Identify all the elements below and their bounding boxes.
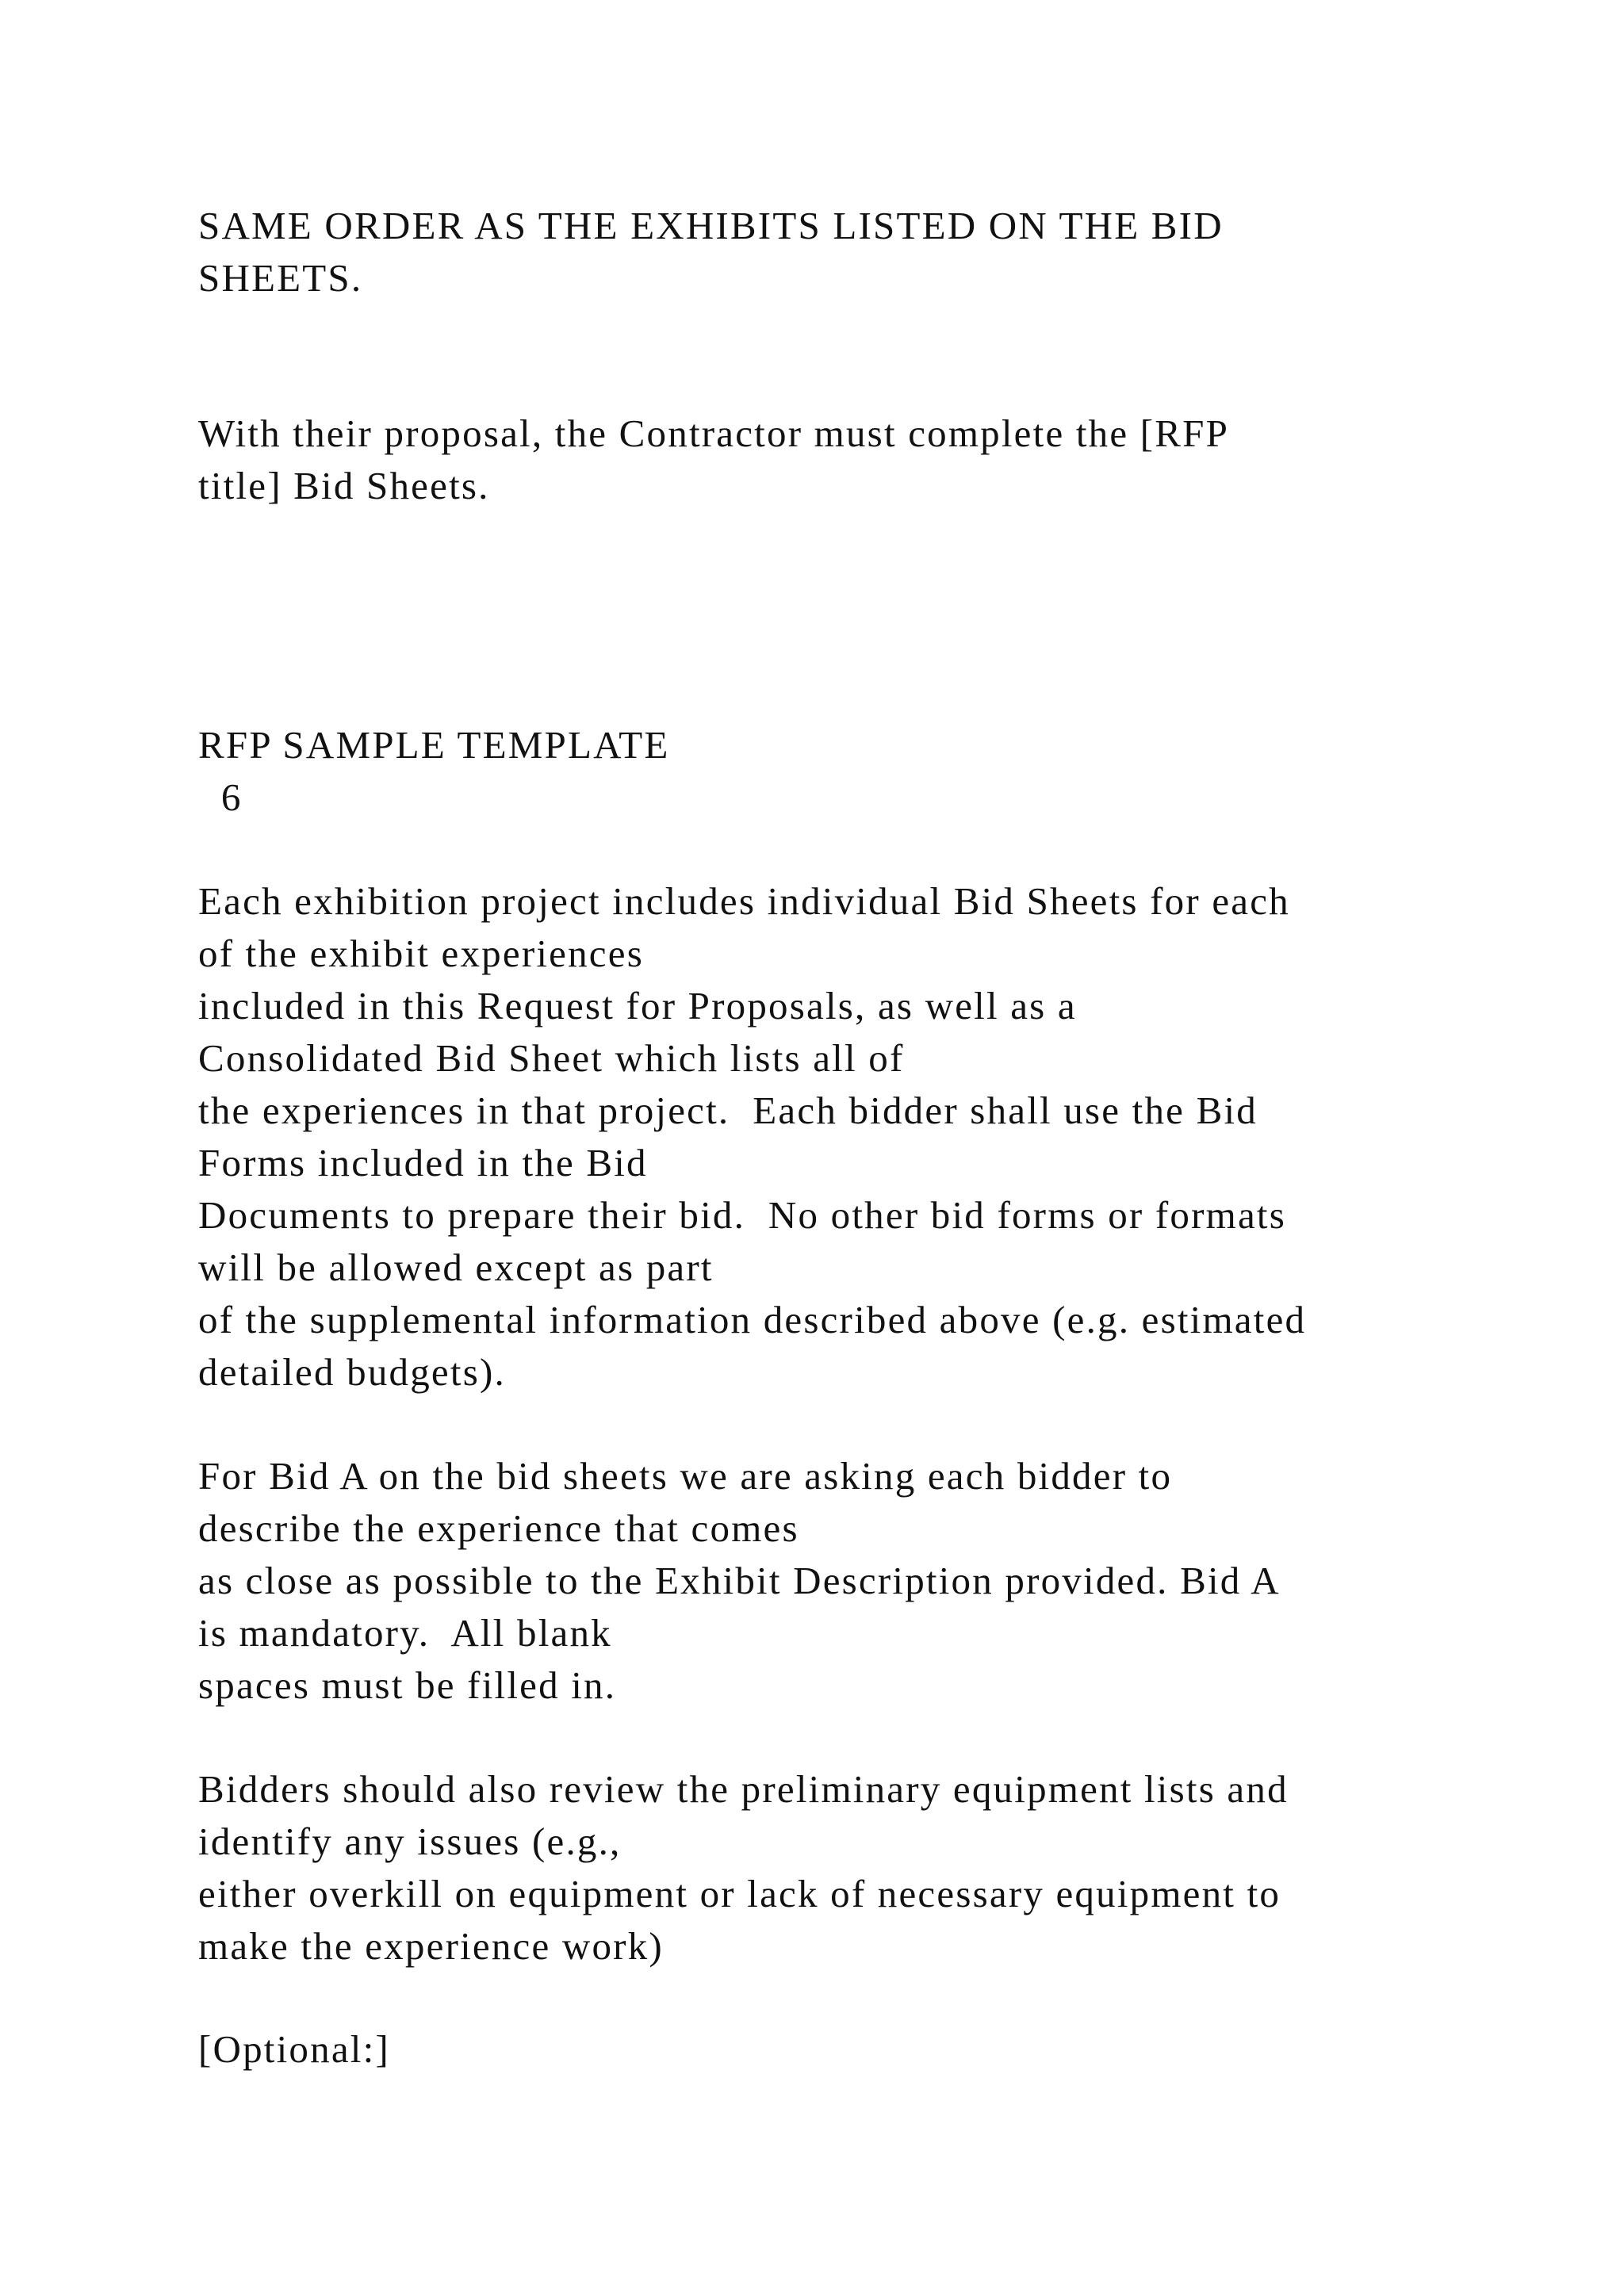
- bid-sheets-line-9: of the supplemental information described above (e.g. estimated: [198, 1298, 1307, 1341]
- bid-sheets-line-4: Consolidated Bid Sheet which lists all of: [198, 1036, 905, 1080]
- bid-a-line-2: describe the experience that comes: [198, 1506, 799, 1550]
- page-header-label: RFP SAMPLE TEMPLATE: [198, 723, 670, 767]
- bid-sheets-line-8: will be allowed except as part: [198, 1246, 714, 1289]
- heading-line-2: SHEETS.: [198, 256, 363, 300]
- bid-sheets-line-7: Documents to prepare their bid. No other bid forms or formats: [198, 1193, 1286, 1237]
- equipment-line-4: make the experience work): [198, 1924, 664, 1968]
- bid-a-line-3: as close as possible to the Exhibit Description provided. Bid A: [198, 1559, 1281, 1602]
- equipment-line-3: either overkill on equipment or lack of necessary equipment to: [198, 1872, 1281, 1915]
- optional-label: [Optional:]: [198, 2027, 390, 2071]
- bid-sheets-line-10: detailed budgets).: [198, 1350, 506, 1394]
- equipment-line-2: identify any issues (e.g.,: [198, 1820, 622, 1863]
- bid-a-line-4: is mandatory. All blank: [198, 1611, 612, 1655]
- equipment-line-1: Bidders should also review the preliminary equipment lists and: [198, 1767, 1289, 1811]
- bid-sheets-line-3: included in this Request for Proposals, as well as a: [198, 984, 1077, 1027]
- bid-sheets-line-6: Forms included in the Bid: [198, 1141, 648, 1184]
- bid-sheets-line-5: the experiences in that project. Each bidder shall use the Bid: [198, 1089, 1258, 1132]
- intro-line-1: With their proposal, the Contractor must complete the [RFP: [198, 411, 1230, 455]
- intro-line-2: title] Bid Sheets.: [198, 464, 490, 507]
- bid-a-line-5: spaces must be filled in.: [198, 1663, 617, 1707]
- page-number: 6: [198, 775, 243, 819]
- bid-a-line-1: For Bid A on the bid sheets we are asking each bidder to: [198, 1454, 1173, 1498]
- heading-line-1: SAME ORDER AS THE EXHIBITS LISTED ON THE BID: [198, 204, 1224, 247]
- bid-sheets-line-1: Each exhibition project includes individual Bid Sheets for each: [198, 879, 1290, 923]
- bid-sheets-line-2: of the exhibit experiences: [198, 932, 644, 975]
